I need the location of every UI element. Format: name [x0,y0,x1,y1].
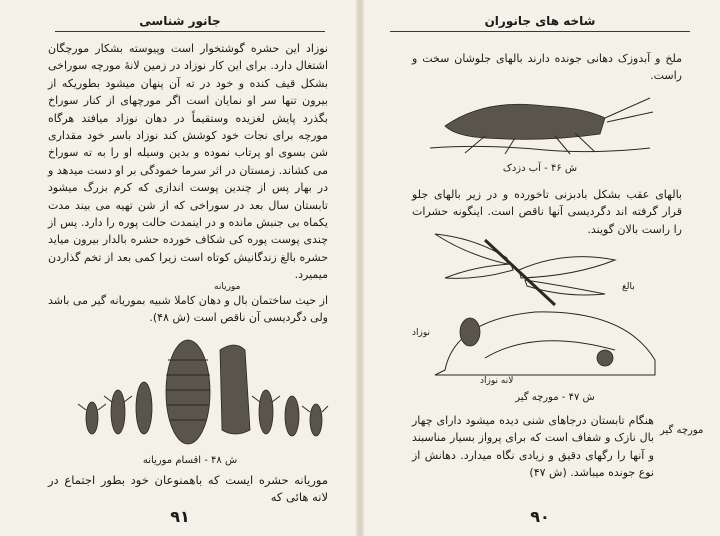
right-head-rule [390,31,690,32]
right-running-head: شاخه های جانوران [484,14,596,28]
right-page [360,0,720,536]
left-page-number: ۹۱ [170,507,190,526]
water-cricket-illustration [425,78,655,158]
antlion-illustration [415,230,665,380]
cricket-body [445,104,605,139]
termite-queen-body [166,340,210,444]
label-adult: بالغ [622,282,635,292]
termite-illustration [70,320,330,450]
antlion-larva [460,318,480,346]
left-bottom-text: موریانه حشره ایست که باهمنوعان خود بطور اجتماع در لانه هائی که [48,473,328,505]
left-figure-caption: ش ۴۸ - اقسام موریانه [142,455,238,466]
antlion-prey [597,350,613,366]
right-paragraph-1: بالهای عقب بشکل بادبزنی تاخورده و در زیر بالهای جلو قرار گرفته اند دگردیسی آنها ناقص است. اینگونه حشرات را راست بالان گویند. [412,188,682,236]
termite-winged-adult [220,345,250,434]
right-paragraph-2: هنگام تابستان درجاهای شنی دیده میشود دارای چهار بال نازک و شفاف است که برای پرواز بسیار مناسبند و آنها را رگهای دقیق و زیادی نگاه میدارد. دهانش از نوع جونده میباشد. (ش ۴۷) [412,414,654,480]
left-paragraph-2: از حیث ساختمان بال و دهان کاملا شبیه بموریانه گیر می باشد ولی دگردیسی آن ناقص است (ش ۴۸). [48,294,328,325]
antlion-adult [435,234,615,305]
right-intro-line: ملخ و آبدوزک دهانی جونده دارند بالهای جلوشان سخت و راست. [412,52,682,83]
label-nest: لانه نوزاد [480,376,514,386]
left-head-rule [55,31,325,32]
figure-46-caption: ش ۴۶ - آب دزدک [502,163,578,174]
right-page-number: ۹۰ [530,507,550,526]
left-running-head: جانور شناسی [139,14,221,28]
left-paragraph-1: نوزاد این حشره گوشتخوار است وپیوسته بشکار مورچگان اشتغال دارد. برای این کار نوزاد در زمین لانهٔ مورچه سوراخی بشکل قیف کنده و خود در ته آن پنهان میشود بطوریکه از بیرون تنها سر او نمایان است اگر مورچهای از کنار سوراخ بگذرد پایش لغزیده وستقیماً در دهان نوزاد میافتد هرگاه مورچه برای نجات خود کوشش کند نوزاد باسر خود مقداری شن بسوی او پرتاب نموده و بدین وسیله او را به ته سوراخ می کشاند. زمستان در اثر سرما خمودگی بر او دست میدهد و در بهار پس از چندین پوست اندازی که کرم بزرگ میشود تابستان سال بعد در سوراخی که از شن تهیه می بیند مدت یکماه بی جنبش مانده و در اینمدت حالت پوره را دارد. پس از چندی پوست پوره کی شکاف خورده حشره بالدار بیرون میاید حشره بالغ زندگانیش کوتاه است زیرا کمی بعد از تخم گذاردن میمیرد. [48,42,328,282]
label-larva: نوزاد [412,328,431,338]
label-termite: موریانه [214,282,241,292]
side-label-antlion: مورچه گیر [660,425,704,436]
figure-47-caption: ش ۴۷ - مورچه گیر [515,392,595,403]
